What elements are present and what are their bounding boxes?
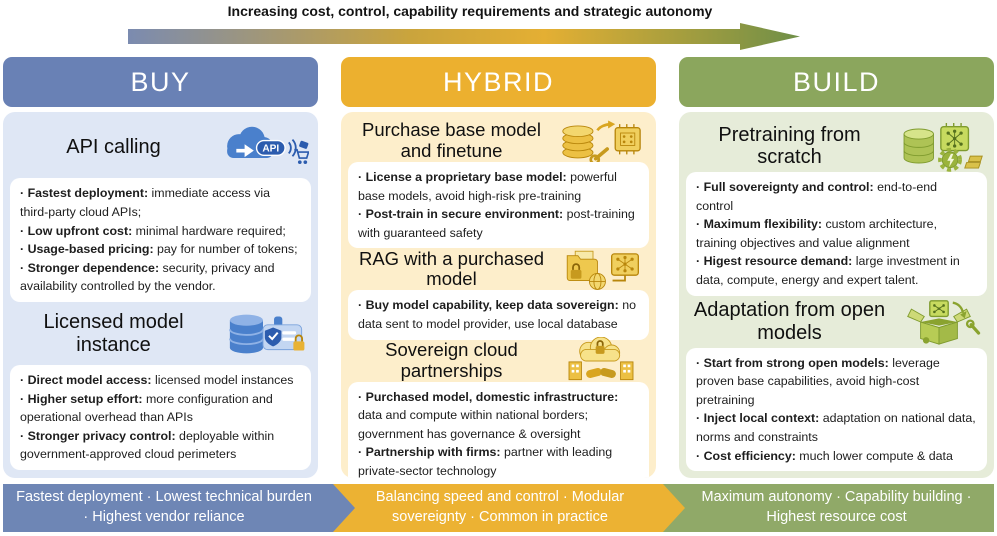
column-build	[679, 57, 994, 478]
bullet-item: · Direct model access: licensed model instances	[20, 371, 301, 390]
section-title: Adaptation from open models	[693, 299, 886, 344]
bullet-item: · Start from strong open models: leverage proven base capabilities, avoid high-cost pretraining	[696, 354, 977, 410]
bullet-item: · Stronger privacy control: deployable within government-approved cloud perimeters	[20, 427, 301, 464]
section-pretraining	[686, 120, 987, 172]
hybrid-header: HYBRID	[341, 57, 656, 107]
svg-text:API: API	[262, 143, 280, 155]
licensed-model-bullets	[10, 365, 311, 470]
bullet-item: · Full sovereignty and control: end-to-end control	[696, 178, 977, 215]
pretraining-bullets	[686, 172, 987, 296]
section-title: Pretraining from scratch	[718, 123, 861, 168]
api-calling-bullets	[10, 178, 311, 302]
section-licensed-model	[10, 307, 311, 361]
section-api-calling	[10, 120, 311, 174]
bullet-item: · Purchased model, domestic infrastructure: data and compute within national borders; government has governance & oversight	[358, 388, 639, 444]
section-adaptation	[686, 296, 987, 348]
adaptation-bullets	[686, 348, 987, 472]
bullet-item: · Stronger dependence: security, privacy and availability controlled by the vendor.	[20, 259, 301, 296]
cloud-lock-handshake-icon	[555, 337, 647, 385]
database-chip-gear-icon	[893, 120, 985, 172]
bullet-item: · Post-train in secure environment: post-training with guaranteed safety	[358, 205, 639, 242]
bullet-item: · Cost efficiency: much lower compute & data	[696, 447, 977, 466]
coins-chip-wrench-icon	[555, 117, 647, 165]
footer-ribbon-hybrid	[333, 484, 663, 532]
section-title: Purchase base model and finetune	[362, 119, 541, 161]
bullet-item: · Fastest deployment: immediate access via third-party cloud APIs;	[20, 184, 301, 221]
bullet-item: · License a proprietary base model: powerful base models, avoid high-risk pre-training	[358, 168, 639, 205]
bullet-item: · Maximum flexibility: custom architecture, training objectives and value alignment	[696, 215, 977, 252]
build-panel	[679, 112, 994, 478]
section-purchase-finetune	[348, 120, 649, 162]
footer-text-buy: Fastest deployment · Lowest technical burden · Highest vendor reliance	[16, 489, 312, 525]
build-header: BUILD	[679, 57, 994, 107]
footer-text-hybrid: Balancing speed and control · Modular sovereignty · Common in practice	[375, 489, 625, 525]
bullet-item: · Higest resource demand: large investment in data, compute, energy and expert talent.	[696, 252, 977, 289]
buy-panel	[3, 112, 318, 478]
section-title: Sovereign cloud partnerships	[385, 338, 518, 381]
footer-ribbon-build	[663, 484, 994, 532]
section-rag	[348, 248, 649, 290]
bullet-item: · Buy model capability, keep data sovereign: no data sent to model provider, use local database	[358, 296, 639, 333]
hybrid-panel	[341, 112, 656, 478]
bullet-item: · Higher setup effort: more configuration and operational overhead than APIs	[20, 390, 301, 427]
bullet-item: · Partnership with firms: partner with leading private-sector technology	[358, 443, 639, 478]
api-cloud-cart-icon	[217, 121, 309, 173]
bullet-item: · Usage-based pricing: pay for number of tokens;	[20, 240, 301, 259]
page-title: Increasing cost, control, capability requirements and strategic autonomy	[227, 3, 713, 19]
folder-lock-globe-chip-icon	[555, 245, 647, 293]
sovereign-cloud-bullets	[348, 382, 649, 478]
bullet-item: · Inject local context: adaptation on national data, norms and constraints	[696, 409, 977, 446]
rag-bullets	[348, 290, 649, 339]
footer-ribbon-buy	[3, 484, 333, 532]
section-title: Licensed model instance	[43, 311, 184, 356]
section-title: API calling	[66, 135, 161, 158]
footer-text-build: Maximum autonomy · Capability building · Highest resource cost	[701, 489, 972, 525]
gradient-arrow	[128, 23, 800, 50]
buy-header: BUY	[3, 57, 318, 107]
purchase-finetune-bullets	[348, 162, 649, 248]
section-title: RAG with a purchased model	[358, 247, 545, 290]
column-buy	[3, 57, 318, 478]
database-shield-lock-icon	[217, 308, 309, 360]
section-sovereign-cloud	[348, 340, 649, 382]
bullet-item: · Low upfront cost: minimal hardware required;	[20, 222, 301, 241]
column-hybrid	[341, 57, 656, 478]
open-box-chip-wrench-icon	[893, 296, 985, 348]
